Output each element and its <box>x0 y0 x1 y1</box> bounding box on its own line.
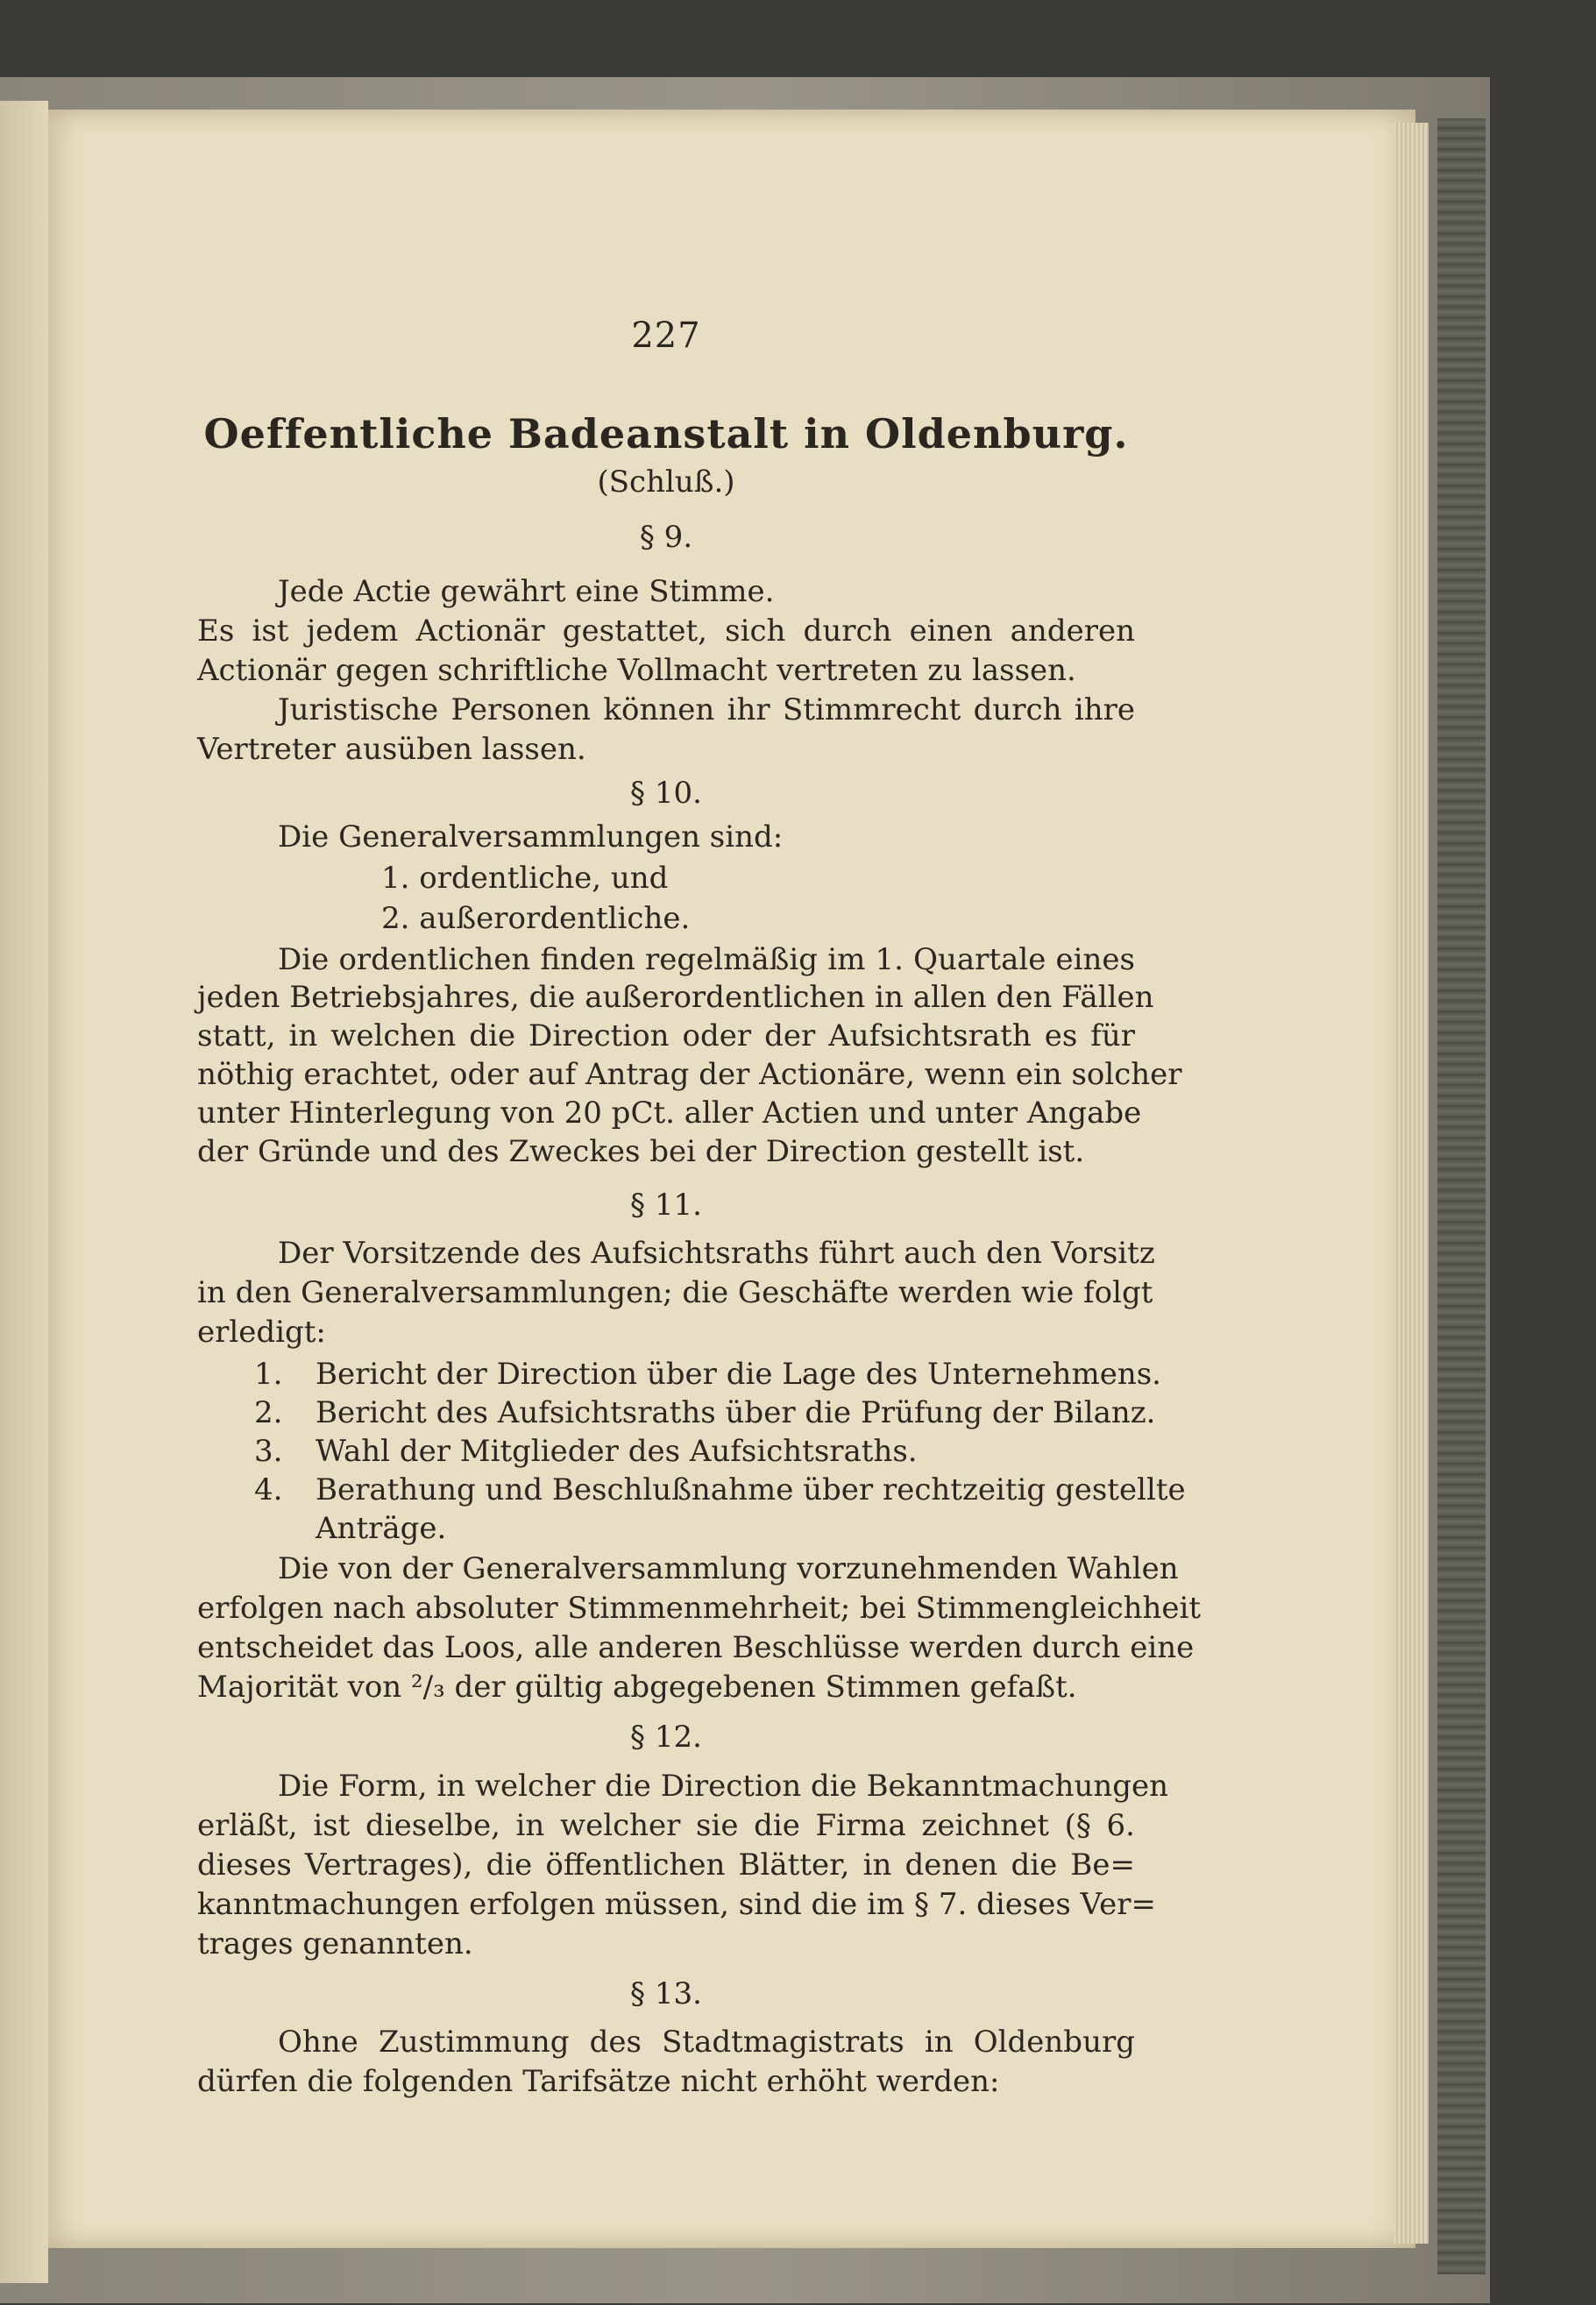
list-number: 1. <box>254 1357 283 1392</box>
list-number: 2. <box>254 1395 283 1430</box>
paragraph-line: Jede Actie gewährt eine Stimme. <box>278 574 775 609</box>
section-heading-11: § 11. <box>630 1188 702 1223</box>
paragraph-line: Der Vorsitzende des Aufsichtsraths führt auch den Vorsitz <box>278 1236 1155 1271</box>
list-item <box>254 1434 918 1469</box>
subtitle: (Schluß.) <box>597 465 735 500</box>
paragraph-line: trages genannten. <box>197 1926 473 1961</box>
paragraph-line: erfolgen nach absoluter Stimmenmehrheit; bei Stimmengleichheit <box>197 1591 1202 1626</box>
paragraph-line: dürfen die folgenden Tarifsätze nicht erhöht werden: <box>197 2064 1000 2099</box>
paragraph-line: der Gründe und des Zweckes bei der Direction gestellt ist. <box>197 1134 1085 1169</box>
paragraph-line: Die Form, in welcher die Direction die Bekanntmachungen <box>278 1769 1169 1804</box>
paragraph-line: unter Hinterlegung von 20 pCt. aller Actien und unter Angabe <box>197 1096 1142 1131</box>
list-number: 3. <box>254 1434 283 1469</box>
paragraph-line: Actionär gegen schriftliche Vollmacht vertreten zu lassen. <box>197 653 1076 688</box>
list-item-continuation: Anträge. <box>316 1511 447 1546</box>
paragraph-line: Die von der Generalversammlung vorzunehmenden Wahlen <box>278 1551 1179 1586</box>
paragraph-line: statt, in welchen die Direction oder der Aufsichtsrath es für <box>197 1018 1135 1053</box>
paragraph-line: Die ordentlichen finden regelmäßig im 1. Quartale eines <box>278 942 1135 977</box>
page-title: Oeffentliche Badeanstalt in Oldenburg. <box>203 410 1129 457</box>
section-heading-12: § 12. <box>630 1720 702 1755</box>
paragraph-line: Die Generalversammlungen sind: <box>278 819 784 855</box>
paragraph-line: Es ist jedem Actionär gestattet, sich durch einen anderen <box>197 613 1135 649</box>
paragraph-line: erledigt: <box>197 1315 326 1350</box>
facing-page-edge <box>0 101 48 2283</box>
list-text: Bericht der Direction über die Lage des Unternehmens. <box>316 1357 1161 1392</box>
paragraph-line: erläßt, ist dieselbe, in welcher sie die Firma zeichnet (§ 6. <box>197 1808 1135 1843</box>
section-heading-9: § 9. <box>639 520 693 555</box>
paragraph-line: dieses Vertrages), die öffentlichen Blätter, in denen die Be= <box>197 1848 1135 1883</box>
paragraph-line: in den Generalversammlungen; die Geschäfte werden wie folgt <box>197 1275 1153 1310</box>
cover-edge <box>1437 118 1486 2274</box>
section-heading-13: § 13. <box>630 1976 702 2011</box>
paragraph-line: jeden Betriebsjahres, die außerordentlichen in allen den Fällen <box>197 980 1154 1015</box>
list-item <box>254 1395 1156 1430</box>
list-text: Bericht des Aufsichtsraths über die Prüfung der Bilanz. <box>316 1395 1156 1430</box>
section-heading-10: § 10. <box>630 776 702 811</box>
paragraph-line: Juristische Personen können ihr Stimmrecht durch ihre <box>278 692 1135 727</box>
list-item <box>254 1472 1186 1507</box>
list-number: 4. <box>254 1472 283 1507</box>
list-text: Wahl der Mitglieder des Aufsichtsraths. <box>316 1434 918 1469</box>
page-number: 227 <box>631 316 701 356</box>
list-item: 2. außerordentliche. <box>381 901 691 936</box>
paragraph-line: entscheidet das Loos, alle anderen Beschlüsse werden durch eine <box>197 1630 1195 1665</box>
paragraph-line: Ohne Zustimmung des Stadtmagistrats in Oldenburg <box>278 2025 1135 2060</box>
list-item <box>254 1357 1161 1392</box>
page-block-edges <box>1394 123 1429 2244</box>
list-item: 1. ordentliche, und <box>381 861 669 896</box>
paragraph-line: kanntmachungen erfolgen müssen, sind die im § 7. dieses Ver= <box>197 1887 1156 1922</box>
paragraph-line: Vertreter ausüben lassen. <box>197 732 586 767</box>
paragraph-line: Majorität von ²/₃ der gültig abgegebenen Stimmen gefaßt. <box>197 1670 1077 1705</box>
paragraph-line: nöthig erachtet, oder auf Antrag der Actionäre, wenn ein solcher <box>197 1057 1182 1092</box>
list-text: Berathung und Beschlußnahme über rechtzeitig gestellte <box>316 1472 1186 1507</box>
